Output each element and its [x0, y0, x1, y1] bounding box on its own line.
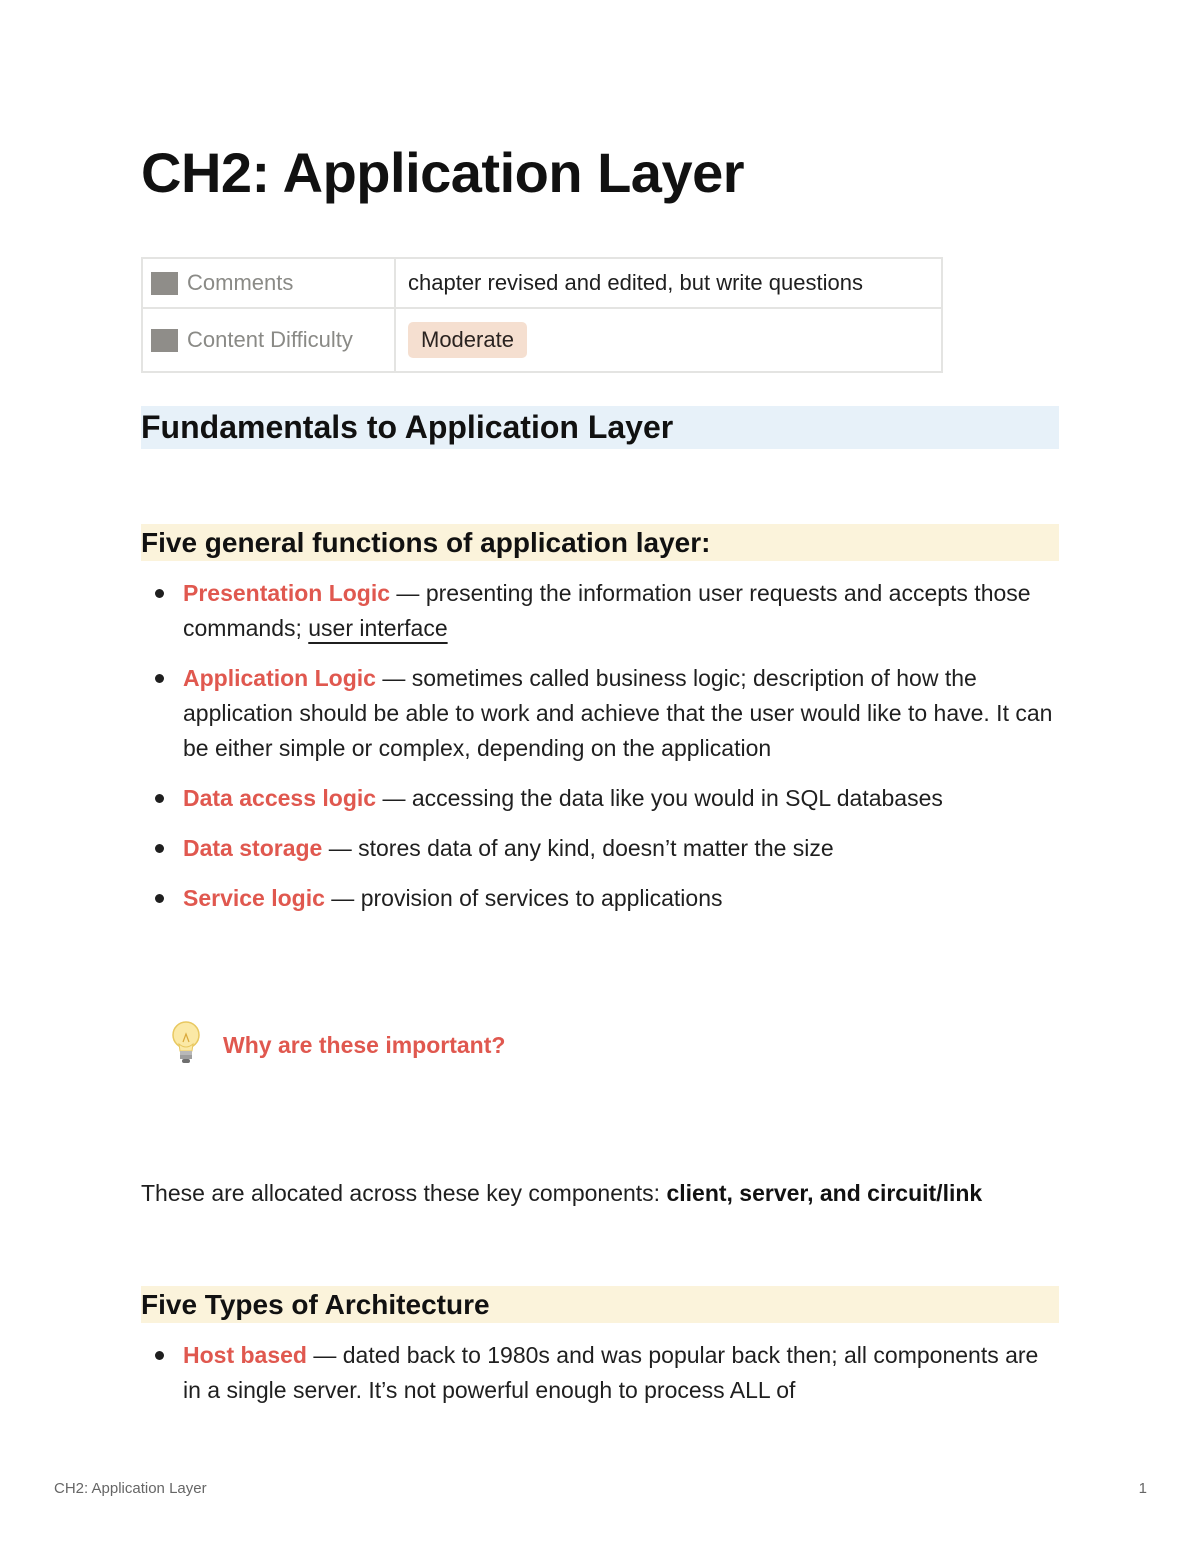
footer-title: CH2: Application Layer: [54, 1480, 207, 1497]
bullet-icon: [155, 1351, 164, 1360]
property-key-cell: [142, 258, 395, 308]
allocation-text: These are allocated across these key components:: [141, 1180, 667, 1206]
list-item: [141, 781, 1059, 816]
allocation-paragraph: [141, 1176, 982, 1211]
property-row-comments: [142, 258, 942, 308]
property-row-difficulty: [142, 308, 942, 372]
bullet-icon: [155, 794, 164, 803]
allocation-bold: client, server, and circuit/link: [666, 1180, 983, 1206]
item-text: — accessing the data like you would in SQL databases: [376, 785, 943, 811]
list-item: [141, 881, 1059, 916]
lightbulb-icon: [168, 1020, 204, 1066]
term-host-based: Host based: [183, 1342, 307, 1368]
list-item: [141, 661, 1059, 766]
bullet-icon: [155, 674, 164, 683]
select-property-icon: [151, 329, 178, 352]
list-item: [141, 831, 1059, 866]
term-presentation-logic: Presentation Logic: [183, 580, 391, 606]
property-value-difficulty[interactable]: [395, 308, 942, 372]
term-data-access-logic: Data access logic: [183, 785, 377, 811]
item-text: — presenting the information user requests and accepts those commands;: [183, 580, 1031, 641]
section-heading-fundamentals: Fundamentals to Application Layer: [141, 406, 1059, 449]
item-text: — stores data of any kind, doesn’t matter the size: [322, 835, 834, 861]
properties-table: [141, 257, 943, 373]
property-key-cell: [142, 308, 395, 372]
property-key-difficulty: Content Difficulty: [187, 327, 353, 352]
difficulty-badge[interactable]: Moderate: [408, 322, 527, 358]
page-title: CH2: Application Layer: [141, 141, 745, 204]
list-item: [141, 1338, 1059, 1408]
item-text: — dated back to 1980s and was popular back then; all components are in a single server. It’s not powerful enough to process ALL of: [183, 1342, 1039, 1403]
term-application-logic: Application Logic: [183, 665, 376, 691]
item-text: — provision of services to applications: [324, 885, 723, 911]
architecture-list: [141, 1338, 1059, 1423]
subheading-functions: Five general functions of application layer:: [141, 524, 1059, 561]
callout-text: Why are these important?: [223, 1032, 506, 1058]
bullet-icon: [155, 844, 164, 853]
underlined-term: user interface: [308, 615, 448, 641]
page-number: 1: [1138, 1480, 1147, 1497]
item-text: — sometimes called business logic; description of how the application should be able to work and achieve that the user would like to have. It can be either simple or complex, depending on the application: [183, 665, 1053, 761]
bullet-icon: [155, 589, 164, 598]
term-service-logic: Service logic: [183, 885, 325, 911]
property-key-comments: Comments: [187, 270, 294, 295]
text-property-icon: [151, 272, 178, 295]
list-item: [141, 576, 1059, 646]
functions-list: [141, 576, 1059, 931]
bullet-icon: [155, 894, 164, 903]
subheading-architecture: Five Types of Architecture: [141, 1286, 1059, 1323]
term-data-storage: Data storage: [183, 835, 323, 861]
property-value-comments[interactable]: chapter revised and edited, but write questions: [395, 258, 942, 308]
